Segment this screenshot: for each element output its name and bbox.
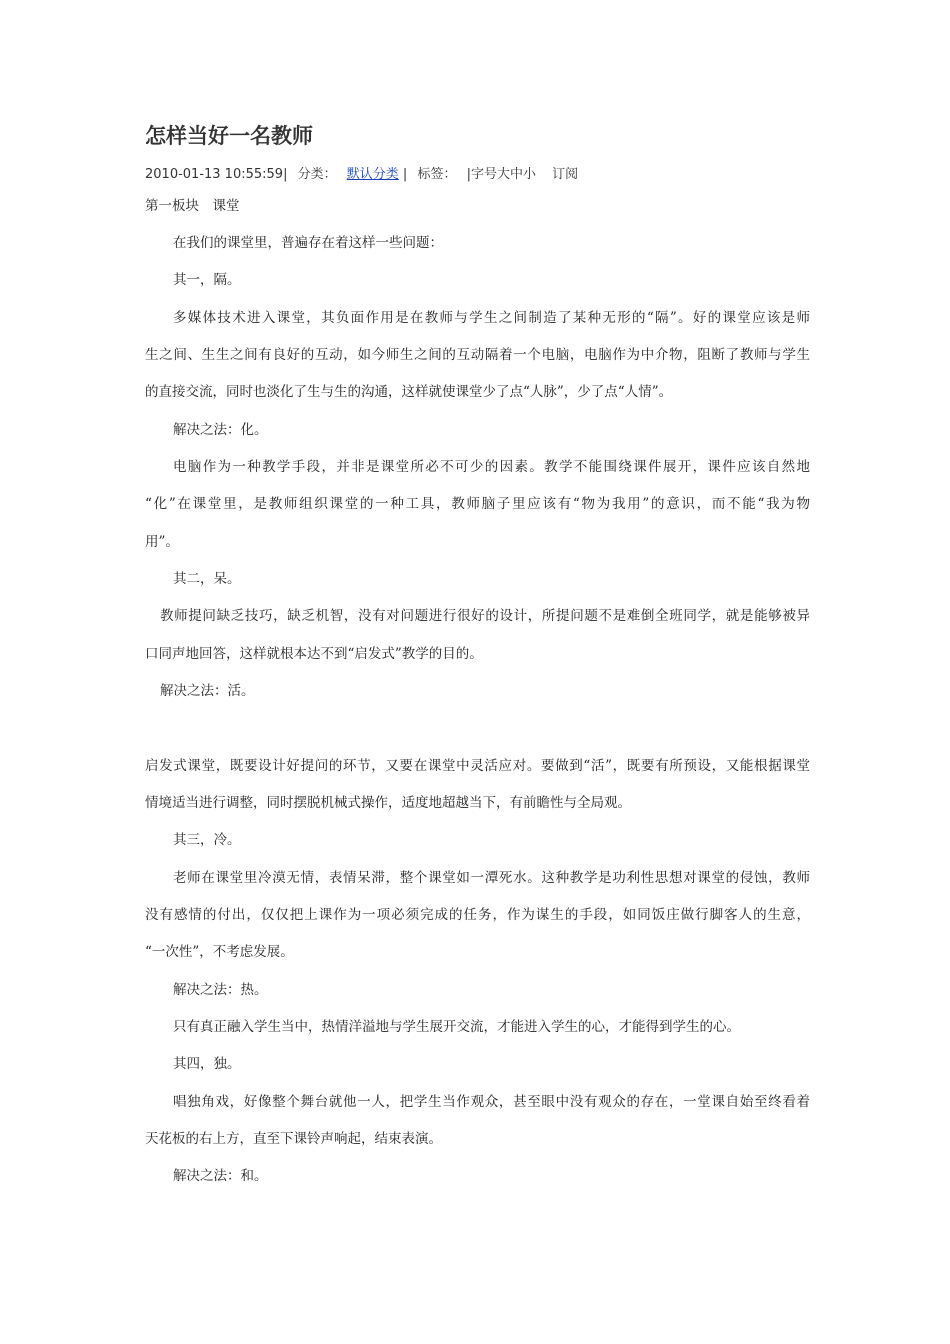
- paragraph-line: 解决之法：热。: [173, 982, 268, 998]
- paragraph-line: 只有真正融入学生当中，热情洋溢地与学生展开交流，才能进入学生的心，才能得到学生的心。: [173, 1019, 740, 1035]
- paragraph-line: “一次性”，不考虑发展。: [145, 944, 294, 960]
- paragraph-line: 没有感情的付出，仅仅把上课作为一项必须完成的任务，作为谋生的手段，如同饭庄做行脚客人的生意，: [145, 907, 810, 923]
- meta-separator: |: [466, 167, 471, 182]
- category-link[interactable]: 默认分类: [346, 167, 399, 182]
- tags-label: 标签：: [417, 167, 457, 182]
- paragraph-line: 生之间、生生之间有良好的互动，如今师生之间的互动隔着一个电脑，电脑作为中介物，阻断了教师与学生: [145, 347, 810, 363]
- paragraph-line: 电脑作为一种教学手段，并非是课堂所必不可少的因素。教学不能围绕课件展开，课件应该自然地: [173, 459, 810, 475]
- section-heading: 第一板块 课堂: [145, 198, 240, 214]
- paragraph-line: 在我们的课堂里，普遍存在着这样一些问题：: [173, 235, 443, 251]
- article-meta: [145, 163, 578, 182]
- paragraph-line: 解决之法：化。: [173, 422, 268, 438]
- subscribe-link[interactable]: 订阅: [552, 167, 579, 182]
- category-label: 分类：: [297, 167, 337, 182]
- paragraph-line: 的直接交流，同时也淡化了生与生的沟通，这样就使课堂少了点“人脉”，少了点“人情”。: [145, 384, 673, 400]
- paragraph-line: 其一，隔。: [173, 272, 241, 288]
- meta-separator: |: [283, 167, 288, 182]
- paragraph-line: 其四，独。: [173, 1056, 241, 1072]
- paragraph-line: “化”在课堂里，是教师组织课堂的一种工具，教师脑子里应该有“物为我用”的意识，而不能“我为物: [145, 496, 810, 512]
- paragraph-line: 口同声地回答，这样就根本达不到“启发式”教学的目的。: [145, 646, 483, 662]
- paragraph-line: 解决之法：活。: [160, 683, 255, 699]
- article-title: 怎样当好一名教师: [145, 124, 313, 148]
- paragraph-line: 其三，冷。: [173, 832, 241, 848]
- paragraph-line: 老师在课堂里冷漠无情，表情呆滞，整个课堂如一潭死水。这种教学是功利性思想对课堂的侵蚀，教师: [173, 870, 810, 886]
- meta-separator: |: [402, 167, 408, 182]
- paragraph-line: 多媒体技术进入课堂，其负面作用是在教师与学生之间制造了某种无形的“隔”。好的课堂应该是师: [173, 310, 810, 326]
- paragraph-line: 启发式课堂，既要设计好提问的环节，又要在课堂中灵活应对。要做到“活”，既要有所预设，又能根据课堂: [145, 758, 810, 774]
- paragraph-line: 天花板的右上方，直至下课铃声响起，结束表演。: [145, 1131, 442, 1147]
- paragraph-line: 其二，呆。: [173, 571, 241, 587]
- post-datetime: 2010-01-13 10:55:59: [145, 167, 284, 182]
- paragraph-line: 解决之法：和。: [173, 1168, 268, 1184]
- paragraph-line: 唱独角戏，好像整个舞台就他一人，把学生当作观众，甚至眼中没有观众的存在，一堂课自始至终看着: [173, 1094, 810, 1110]
- paragraph-line: 情境适当进行调整，同时摆脱机械式操作，适度地超越当下，有前瞻性与全局观。: [145, 795, 631, 811]
- paragraph-line: 教师提问缺乏技巧，缺乏机智，没有对问题进行很好的设计，所提问题不是难倒全班同学，就是能够被异: [160, 608, 810, 624]
- font-size-options[interactable]: 字号大中小: [471, 167, 537, 182]
- paragraph-line: 用”。: [145, 534, 179, 550]
